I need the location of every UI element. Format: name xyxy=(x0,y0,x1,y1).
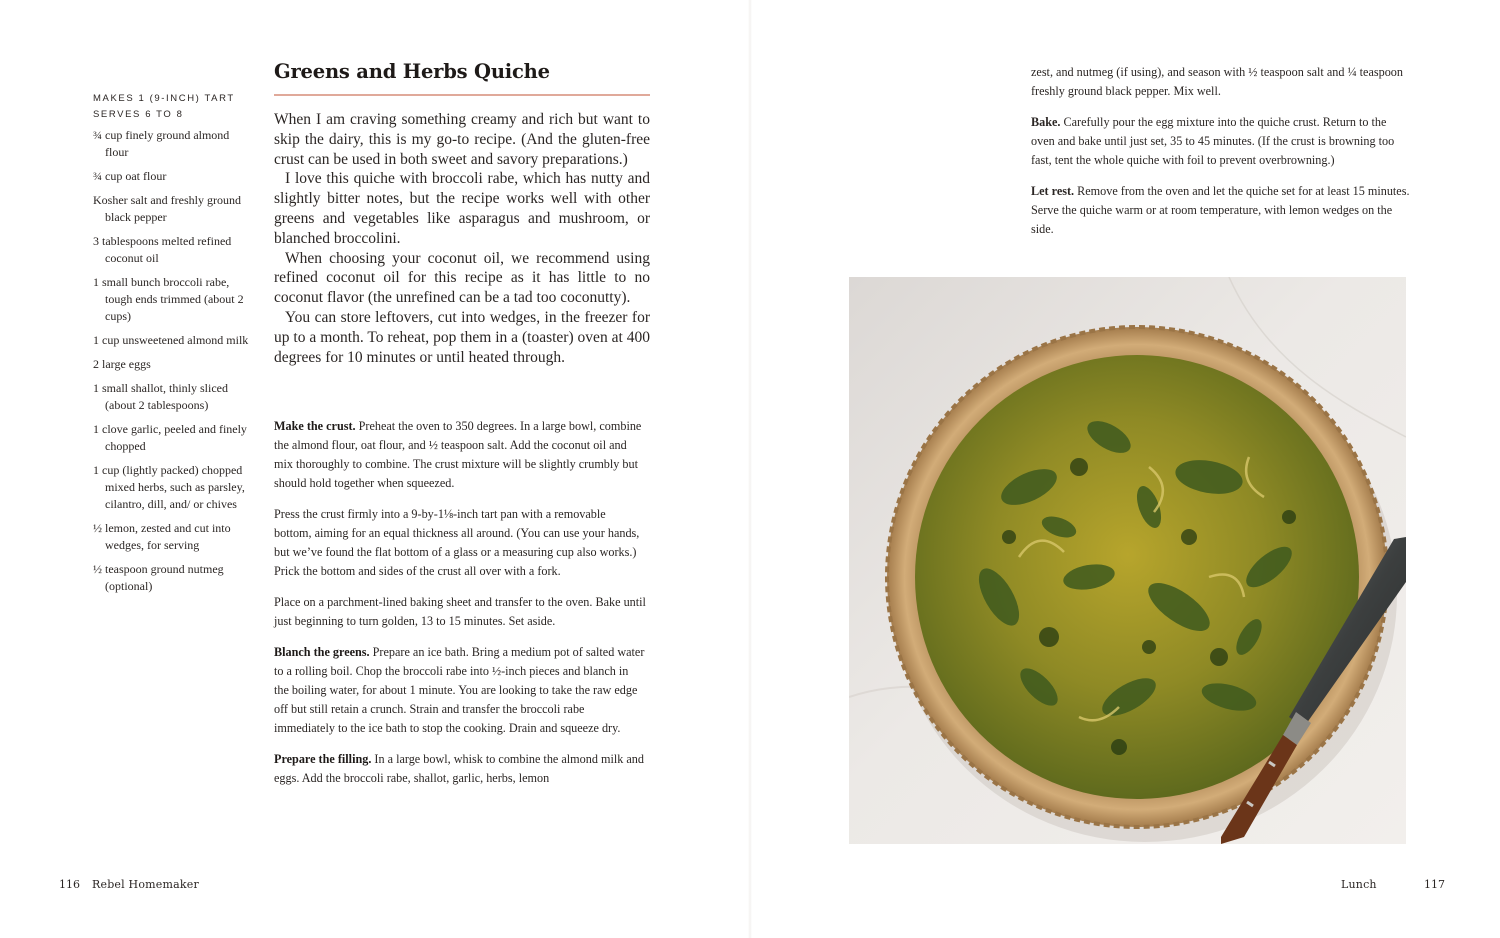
intro-paragraph: You can store leftovers, cut into wedges, in the freezer for up to a month. To reheat, pop them in a (toaster) oven at 400 degrees for 10 minutes or until heated through. xyxy=(274,308,650,366)
step-heading: Blanch the greens. xyxy=(274,645,370,659)
ingredient-item: ¾ cup oat flour xyxy=(93,169,167,183)
step-text: In a large bowl, whisk to combine the almond milk and eggs. Add the broccoli rabe, shallot, garlic, herbs, lemon xyxy=(274,752,644,785)
intro-paragraph: I love this quiche with broccoli rabe, which has nutty and slightly bitter notes, but the recipe works well with other greens and vegetables like asparagus and mushroom, or blanched broccolini. xyxy=(274,170,650,247)
ingredient-item: ½ teaspoon ground nutmeg (optional) xyxy=(93,562,224,593)
ingredient-item: 3 tablespoons melted refined coconut oil xyxy=(93,234,232,265)
step-text: Carefully pour the egg mixture into the quiche crust. Return to the oven and bake until just set, 35 to 45 minutes. (If the crust is browning too fast, tent the whole quiche with foil to prevent overbrowning.) xyxy=(1031,115,1395,167)
yield-line: SERVES 6 TO 8 xyxy=(93,109,184,120)
ingredient-item: 1 clove garlic, peeled and finely chopped xyxy=(93,422,247,453)
running-head-right: Lunch xyxy=(1341,878,1377,891)
step-heading: Make the crust. xyxy=(274,419,356,433)
method-step xyxy=(274,417,646,493)
ingredient-item: 1 cup (lightly packed) chopped mixed herbs, such as parsley, cilantro, dill, and/ or chives xyxy=(93,463,245,511)
yield-line: MAKES 1 (9-INCH) TART xyxy=(93,93,235,104)
quiche-photo xyxy=(849,277,1406,844)
step-text: Prepare an ice bath. Bring a medium pot of salted water to a rolling boil. Chop the broccoli rabe into ½-inch pieces and blanch in the boiling water, for about 1 minute. You are looking to take the raw edge off but still retain a crunch. Strain and transfer the broccoli rabe immediately to the ice bath to stop the cooking. Drain and squeeze dry. xyxy=(274,645,645,735)
recipe-intro xyxy=(274,110,650,367)
method-step xyxy=(1031,63,1411,101)
running-head-left: Rebel Homemaker xyxy=(92,878,199,891)
recipe-title: Greens and Herbs Quiche xyxy=(274,60,550,83)
ingredient-item: ¾ cup finely ground almond flour xyxy=(93,128,230,159)
step-text: zest, and nutmeg (if using), and season with ½ teaspoon salt and ¼ teaspoon freshly ground black pepper. Mix well. xyxy=(1031,65,1403,98)
ingredient-item: 1 small bunch broccoli rabe, tough ends trimmed (about 2 cups) xyxy=(93,275,244,323)
intro-paragraph: When I am craving something creamy and rich but want to skip the dairy, this is my go-to recipe. (And the gluten-free crust can be used in both sweet and savory preparations.) xyxy=(274,111,650,168)
recipe-yield xyxy=(93,91,253,123)
step-text: Remove from the oven and let the quiche set for at least 15 minutes. Serve the quiche warm or at room temperature, with lemon wedges on the side. xyxy=(1031,184,1410,236)
step-text: Preheat the oven to 350 degrees. In a large bowl, combine the almond flour, oat flour, and ½ teaspoon salt. Add the coconut oil and mix thoroughly to combine. The crust mixture will be slightly crumbly but should hold together when squeezed. xyxy=(274,419,642,490)
method-step xyxy=(1031,182,1411,239)
ingredient-item: 1 small shallot, thinly sliced (about 2 tablespoons) xyxy=(93,381,228,412)
method-step xyxy=(274,505,646,581)
ingredient-item: Kosher salt and freshly ground black pepper xyxy=(93,193,241,224)
method-step xyxy=(274,750,646,788)
ingredient-item: 2 large eggs xyxy=(93,357,151,371)
title-divider xyxy=(274,94,650,96)
method-steps-continued xyxy=(1031,63,1411,251)
method-step xyxy=(1031,113,1411,170)
right-page xyxy=(750,0,1500,938)
step-heading: Let rest. xyxy=(1031,184,1075,198)
method-step xyxy=(274,593,646,631)
page-number-right: 117 xyxy=(1424,878,1445,891)
step-heading: Bake. xyxy=(1031,115,1061,129)
step-heading: Prepare the filling. xyxy=(274,752,372,766)
step-text: Place on a parchment-lined baking sheet and transfer to the oven. Bake until just beginning to turn golden, 13 to 15 minutes. Set aside. xyxy=(274,595,646,628)
method-step xyxy=(274,643,646,738)
step-text: Press the crust firmly into a 9-by-1⅛-inch tart pan with a removable bottom, aiming for an equal thickness all around. (You can use your hands, but we’ve found the flat bottom of a glass or a measuring cup also works.) Prick the bottom and sides of the crust all over with a fork. xyxy=(274,507,640,578)
intro-paragraph: When choosing your coconut oil, we recommend using refined coconut oil for this recipe as it has little to no coconut flavor (the unrefined can be a tad too coconutty). xyxy=(274,249,650,307)
ingredient-item: ½ lemon, zested and cut into wedges, for serving xyxy=(93,521,231,552)
ingredient-item: 1 cup unsweetened almond milk xyxy=(93,333,249,347)
method-steps xyxy=(274,417,646,800)
ingredient-list xyxy=(93,127,255,602)
page-number-left: 116 xyxy=(59,878,80,891)
